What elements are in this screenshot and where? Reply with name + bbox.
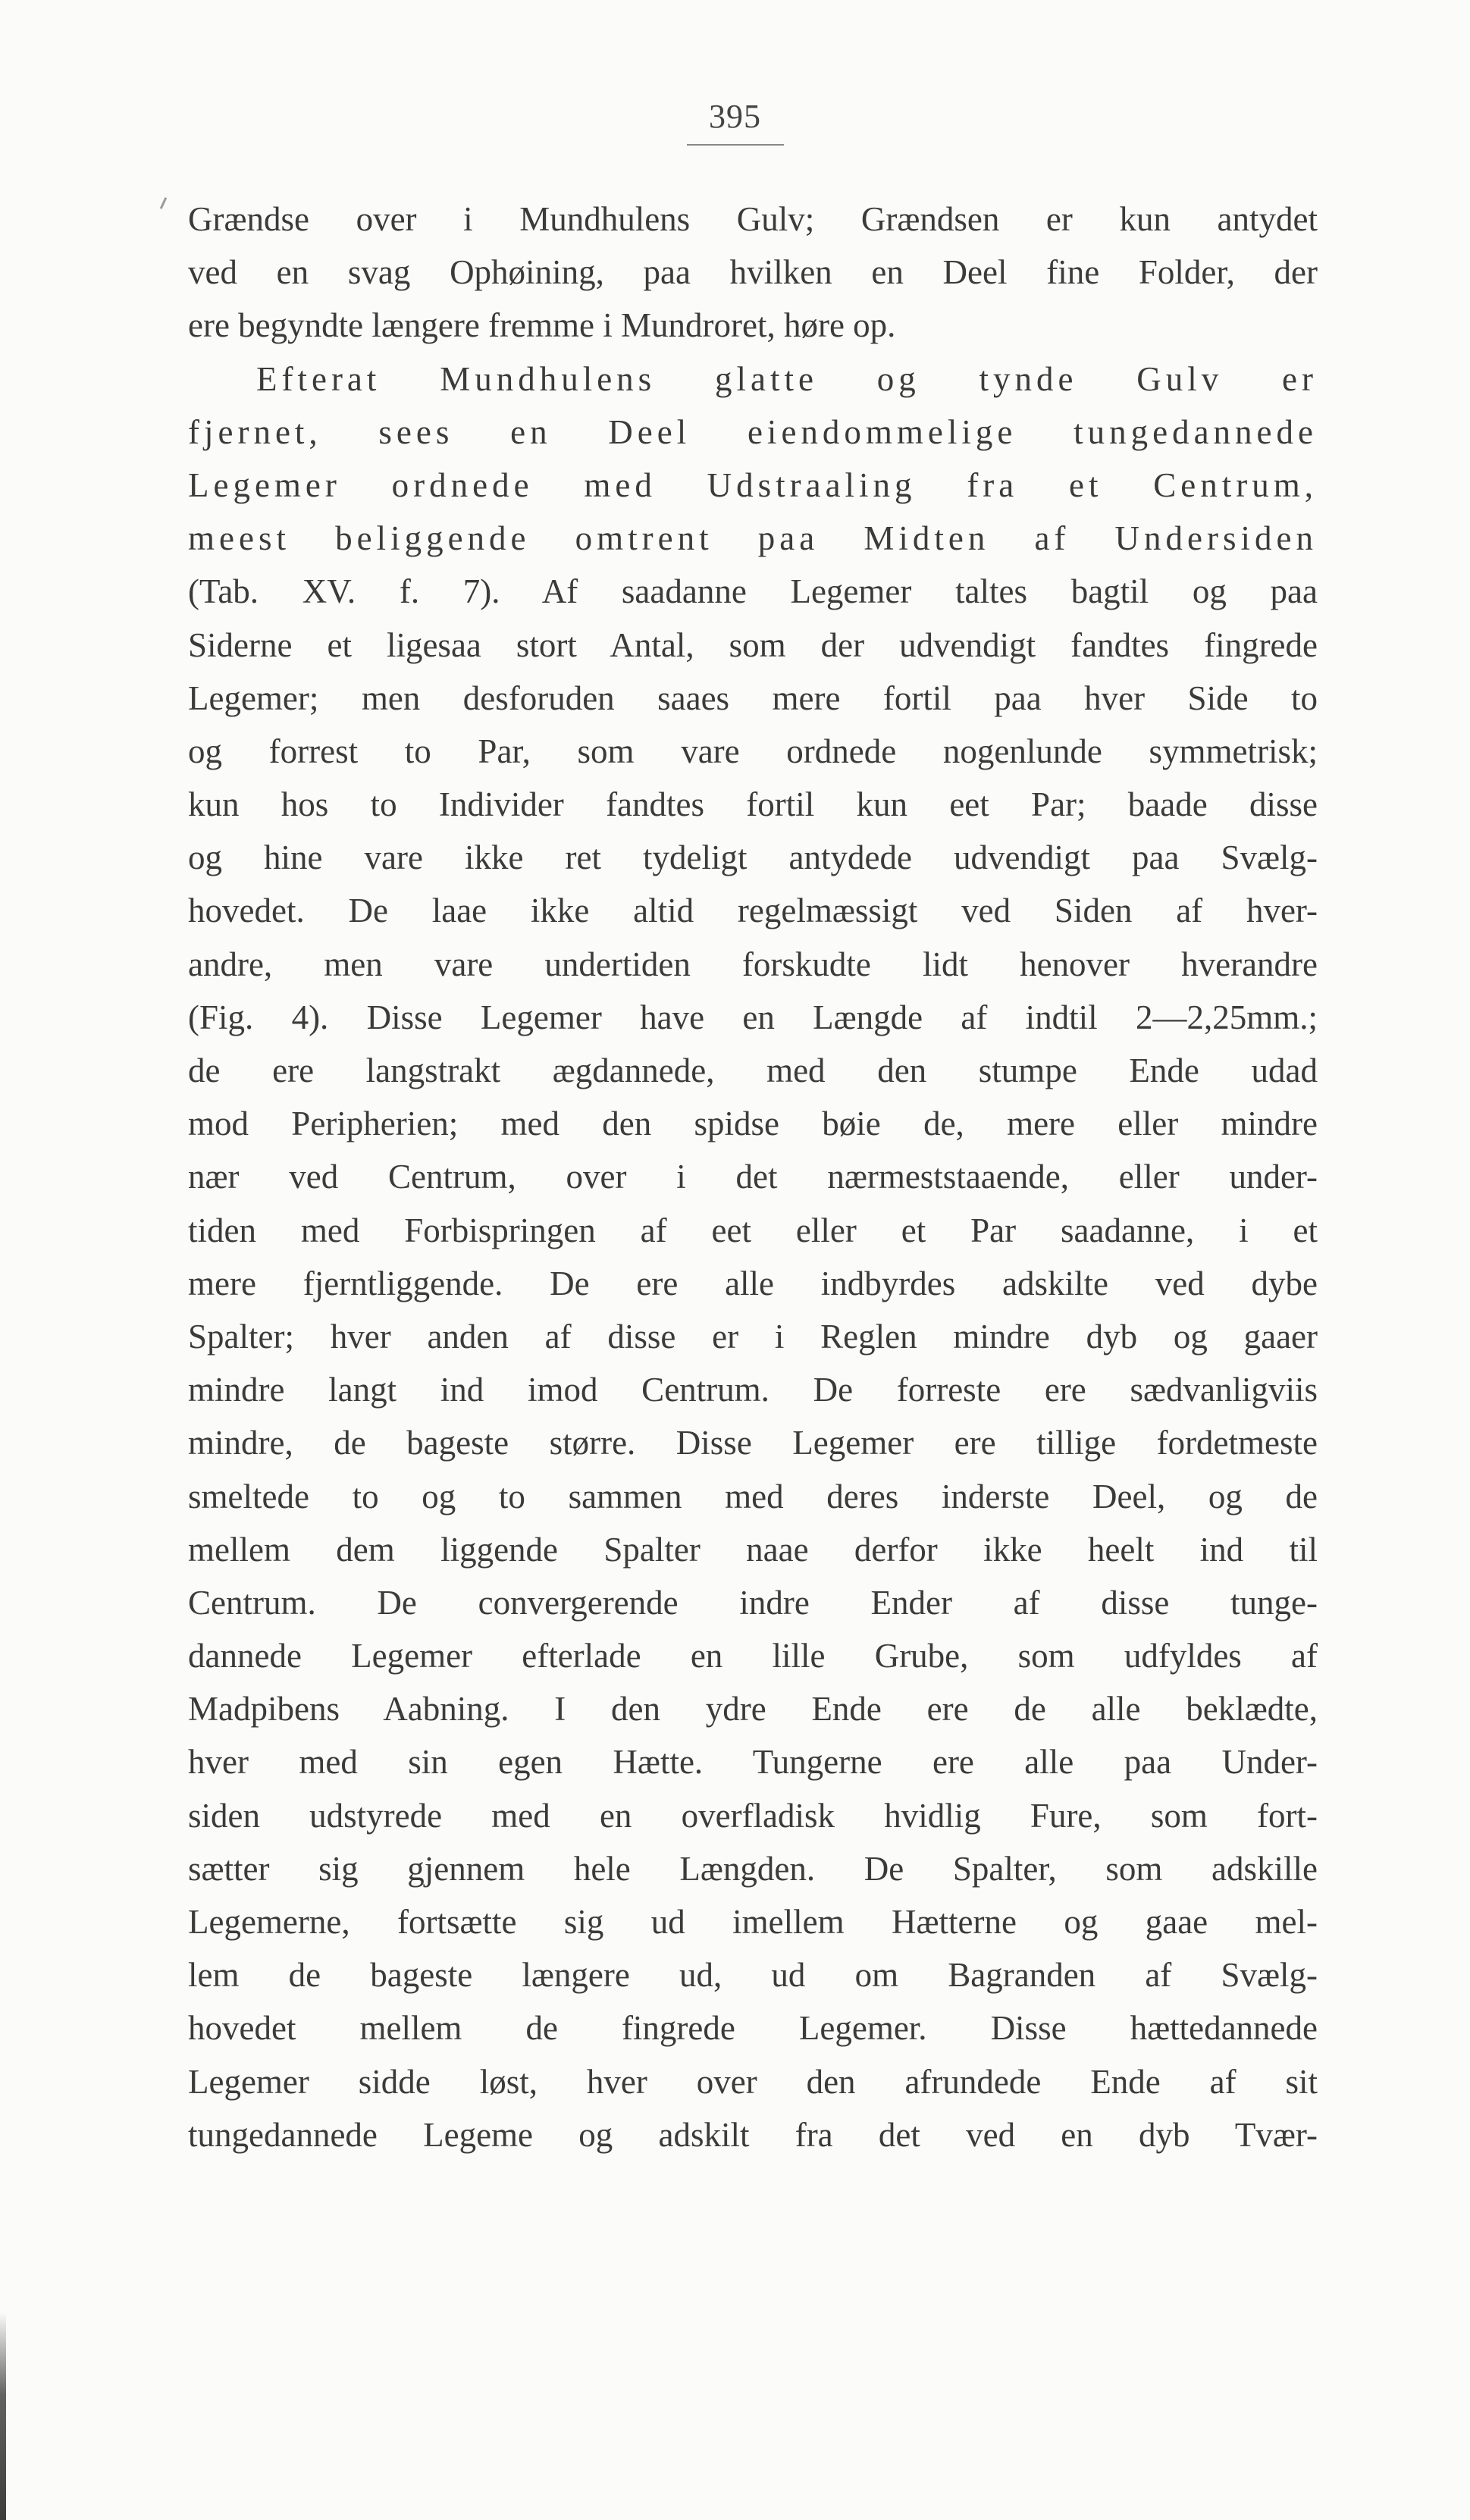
text-line: mod Peripherien; med den spidse bøie de, mere eller mindre: [188, 1105, 1318, 1143]
text-line: andre, men vare undertiden forskudte lidt henover hverandre: [188, 945, 1318, 983]
text-line: ere begyndte længere fremme i Mundroret, høre op.: [188, 306, 896, 345]
text-line: nær ved Centrum, over i det nærmeststaaende, eller under-: [188, 1158, 1318, 1196]
text-line: Madpibens Aabning. I den ydre Ende ere de alle beklædte,: [188, 1690, 1318, 1729]
text-line: siden udstyrede med en overfladisk hvidlig Fure, som fort-: [188, 1796, 1318, 1835]
text-line: de ere langstrakt ægdannede, med den stumpe Ende udad: [188, 1052, 1318, 1089]
text-line: Spalter; hver anden af disse er i Reglen mindre dyb og gaaer: [188, 1317, 1318, 1356]
text-line: (Tab. XV. f. 7). Af saadanne Legemer taltes bagtil og paa: [188, 572, 1318, 611]
text-line: Legemerne, fortsætte sig ud imellem Hætterne og gaae mel-: [188, 1903, 1318, 1941]
text-line: mindre, de bageste større. Disse Legemer ere tillige fordetmeste: [188, 1424, 1318, 1462]
text-line: tungedannede Legeme og adskilt fra det ved en dyb Tvær-: [188, 2115, 1318, 2154]
text-line: meest beliggende omtrent paa Midten af Undersiden: [188, 519, 1318, 558]
margin-tick-mark: [160, 197, 167, 209]
text-line: ved en svag Ophøining, paa hvilken en Deel fine Folder, der: [188, 253, 1318, 292]
text-line: mellem dem liggende Spalter naae derfor ikke heelt ind til: [188, 1530, 1318, 1569]
text-line: dannede Legemer efterlade en lille Grube, som udfyldes af: [188, 1637, 1318, 1675]
text-line: Grændse over i Mundhulens Gulv; Grændsen er kun antydet: [188, 200, 1318, 238]
text-line: hovedet mellem de fingrede Legemer. Disse hættedannede: [188, 2009, 1318, 2048]
text-line: hovedet. De laae ikke altid regelmæssigt ved Siden af hver-: [188, 892, 1318, 930]
text-line: og hine vare ikke ret tydeligt antydede udvendigt paa Svælg-: [188, 838, 1318, 877]
text-line: fjernet, sees en Deel eiendommelige tungedannede: [188, 412, 1318, 451]
text-line: Legemer ordnede med Udstraaling fra et Centrum,: [188, 465, 1318, 504]
text-line: tiden med Forbispringen af eet eller et Par saadanne, i et: [188, 1211, 1318, 1249]
text-line: Efterat Mundhulens glatte og tynde Gulv er: [256, 359, 1318, 398]
text-line: (Fig. 4). Disse Legemer have en Længde af indtil 2—2,25mm.;: [188, 998, 1318, 1036]
page-number: 395: [709, 98, 761, 135]
scan-edge-shadow: [0, 2312, 6, 2520]
text-line: Legemer sidde løst, hver over den afrundede Ende af sit: [188, 2062, 1318, 2101]
page-number-underline: [687, 144, 784, 146]
text-line: Centrum. De convergerende indre Ender af disse tunge-: [188, 1583, 1318, 1622]
body-text: [188, 193, 1318, 2161]
text-line: Siderne et ligesaa stort Antal, som der udvendigt fandtes fingrede: [188, 625, 1318, 664]
text-line: mere fjerntliggende. De ere alle indbyrdes adskilte ved dybe: [188, 1264, 1318, 1302]
text-line: kun hos to Individer fandtes fortil kun eet Par; baade disse: [188, 785, 1318, 824]
text-line: mindre langt ind imod Centrum. De forreste ere sædvanligviis: [188, 1371, 1318, 1409]
text-line: hver med sin egen Hætte. Tungerne ere alle paa Under-: [188, 1743, 1318, 1782]
text-line: sætter sig gjennem hele Længden. De Spalter, som adskille: [188, 1849, 1318, 1888]
text-line: Legemer; men desforuden saaes mere fortil paa hver Side to: [188, 679, 1318, 717]
text-line: og forrest to Par, som vare ordnede nogenlunde symmetrisk;: [188, 732, 1318, 770]
text-line: smeltede to og to sammen med deres inderste Deel, og de: [188, 1477, 1318, 1515]
text-line: lem de bageste længere ud, ud om Bagranden af Svælg-: [188, 1956, 1318, 1995]
